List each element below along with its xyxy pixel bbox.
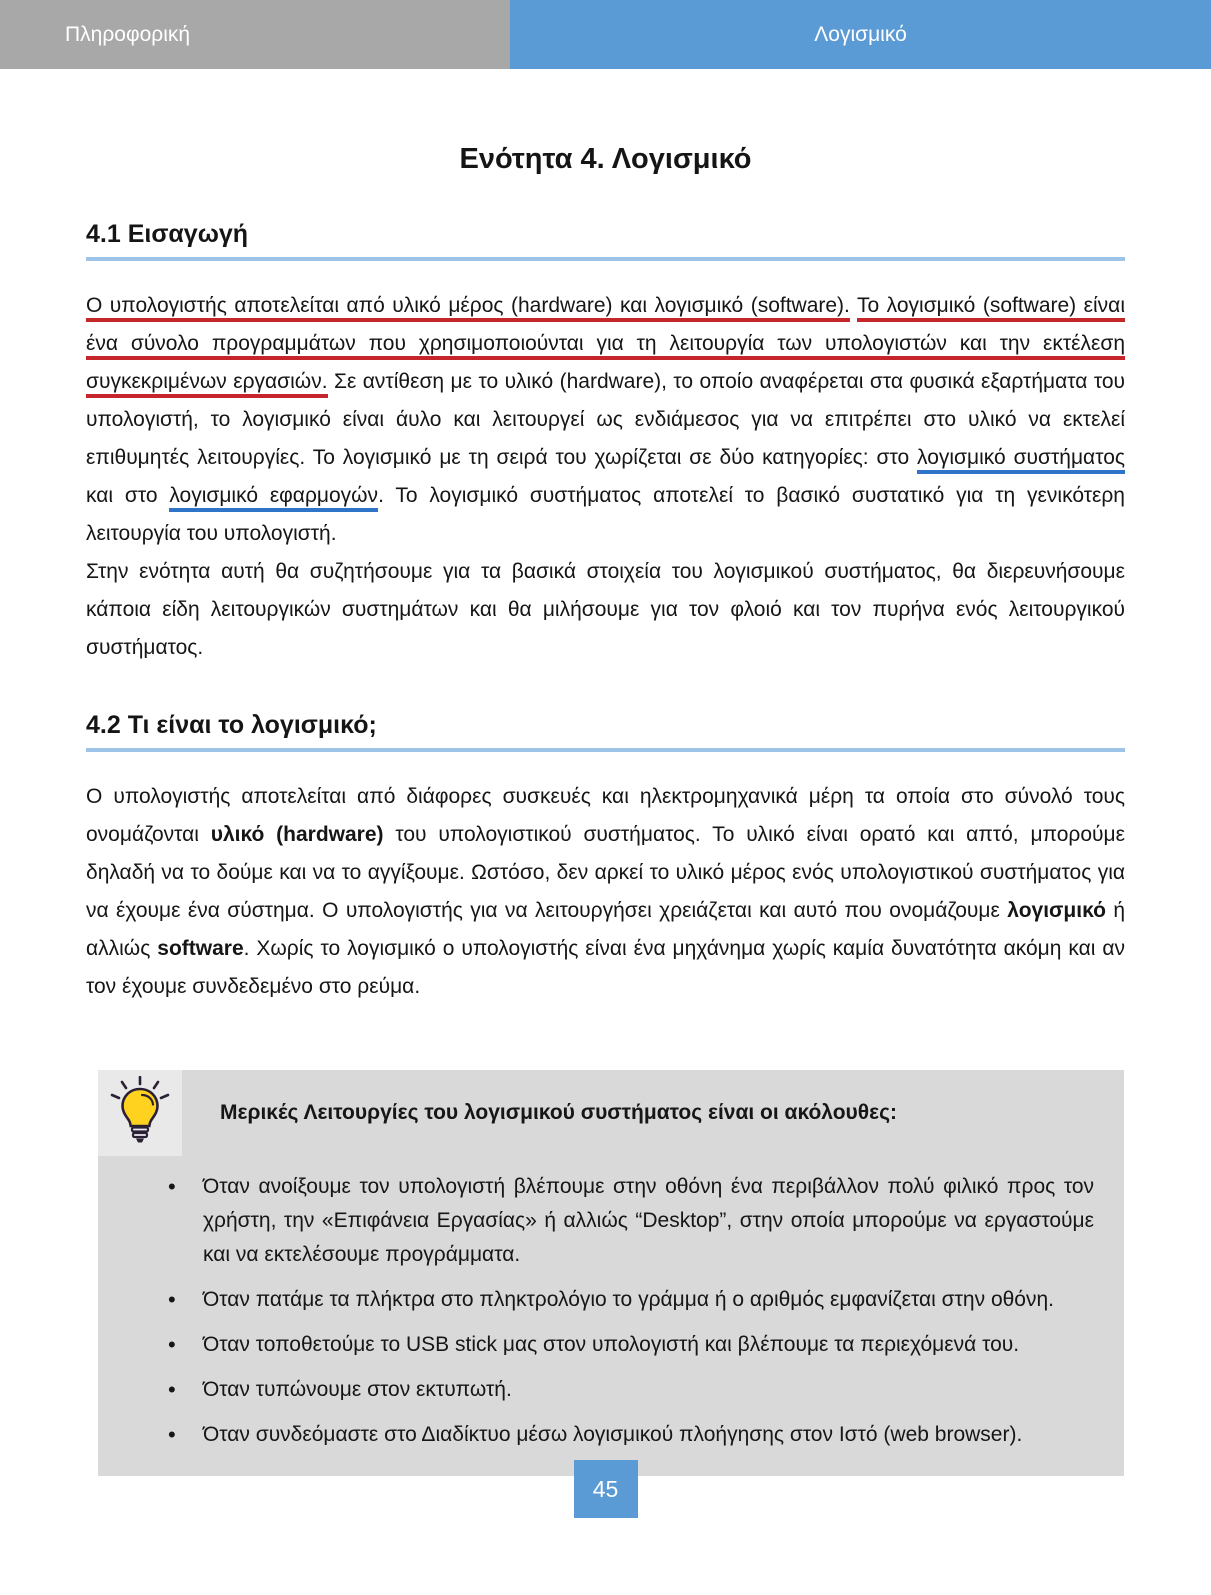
callout-bullet-list [98,1170,1124,1452]
body-text: ή αλλιώς [86,899,1126,960]
page-content [0,220,1211,1476]
bullet-text: Όταν τυπώνουμε στον εκτυπωτή. [203,1378,512,1401]
bold-term-software-en: software [157,937,244,960]
body-text: . Το λογισμικό συστήματος αποτελεί το βασικό συστατικό για τη γενικότερη λειτουργία του υπολογιστή. [86,484,1125,545]
page-header [0,0,1211,69]
section-heading-4-1: 4.1 Εισαγωγή [86,220,1125,261]
lightbulb-icon [109,1076,171,1151]
page-number-badge: 45 [574,1460,638,1518]
tip-callout-box [98,1070,1124,1476]
list-item [166,1418,1094,1452]
bullet-text: Όταν συνδεόμαστε στο Διαδίκτυο μέσω λογισμικού πλοήγησης στον Ιστό (web browser). [203,1423,1023,1446]
bold-term-software-gr: λογισμικό [1007,899,1106,922]
callout-heading: Μερικές Λειτουργίες του λογισμικού συστήματος είναι οι ακόλουθες: [220,1101,897,1124]
body-text: του υπολογιστικού συστήματος. Το υλικό είναι ορατό και απτό, μπορούμε δηλαδή να το δούμε και να το αγγίξουμε. Ωστόσο, δεν αρκεί το υλικό μέρος ενός υπολογιστικού συστήματος για να έχουμε ένα σύστημα. Ο υπολογιστής για να λειτουργήσει χρειάζεται και αυτό που ονομάζουμε [86,823,1125,922]
list-item [166,1170,1094,1272]
body-text: και στο [86,484,170,507]
bullet-text: Όταν ανοίξουμε τον υπολογιστή βλέπουμε στην οθόνη ένα περιβάλλον πολύ φιλικό προς τον χρήστη, την «Επιφάνεια Εργασίας» ή αλλιώς “Desktop”, στην οποία μπορούμε να εργαστούμε και να εκτελέσουμε προγράμματα. [203,1175,1094,1266]
red-underlined-text: Ο υπολογιστής αποτελείται από υλικό μέρος (hardware) και λογισμικό (software). [86,294,850,322]
section-heading-4-2: 4.2 Τι είναι το λογισμικό; [86,711,1125,752]
list-item [166,1373,1094,1407]
blue-underlined-text: λογισμικό συστήματος [917,446,1125,474]
bullet-text: Όταν τοποθετούμε το USB stick μας στον υπολογιστή και βλέπουμε τα περιεχόμενά του. [203,1333,1020,1356]
red-underlined-text: Το λογισμικό (software) είναι ένα σύνολο προγραμμάτων που χρησιμοποιούνται για τη λειτουργία των υπολογιστών και την εκτέλεση συγκεκριμένων εργασιών. [86,294,1125,398]
header-course-label: Πληροφορική [65,22,191,46]
header-chapter-label: Λογισμικό [814,22,907,46]
body-text: Ο υπολογιστής αποτελείται από διάφορες συσκευές και ηλεκτρομηχανικά μέρη τα οποία στο σύνολό τους ονομάζονται [86,785,1125,846]
paragraph-4-1-overview: Στην ενότητα αυτή θα συζητήσουμε για τα βασικά στοιχεία του λογισμικού συστήματος, θα διερευνήσουμε κάποια είδη λειτουργικών συστημάτων και θα μιλήσουμε για τον φλοιό και τον πυρήνα ενός λειτουργικού συστήματος. [86,560,1125,659]
bullet-text: Όταν πατάμε τα πλήκτρα στο πληκτρολόγιο το γράμμα ή ο αριθμός εμφανίζεται στην οθόνη. [203,1288,1054,1311]
paragraph-4-2-body [86,778,1125,1006]
list-item [166,1283,1094,1317]
bold-term-hardware: υλικό (hardware) [210,823,384,846]
paragraph-4-1-intro [86,287,1125,553]
list-item [166,1328,1094,1362]
blue-underlined-text: λογισμικό εφαρμογών [169,484,378,512]
body-text [850,294,857,317]
header-course-band [0,0,510,69]
page-title: Ενότητα 4. Λογισμικό [459,143,752,175]
callout-icon-cell [98,1070,182,1156]
body-text: Σε αντίθεση με το υλικό (hardware), το οποίο αναφέρεται στα φυσικά εξαρτήματα του υπολογιστή, το λογισμικό είναι άυλο και λειτουργεί ως ενδιάμεσος για να επιτρέπει στο υλικό να εκτελεί επιθυμητές λειτουργίες. Το λογισμικό με τη σειρά του χωρίζεται σε δύο κατηγορίες: στο [86,370,1126,469]
header-chapter-band [510,0,1211,69]
callout-header [98,1070,1124,1156]
body-text: . Χωρίς το λογισμικό ο υπολογιστής είναι ένα μηχάνημα χωρίς καμία δυνατότητα ακόμη και αν τον έχουμε συνδεδεμένο στο ρεύμα. [86,937,1125,998]
